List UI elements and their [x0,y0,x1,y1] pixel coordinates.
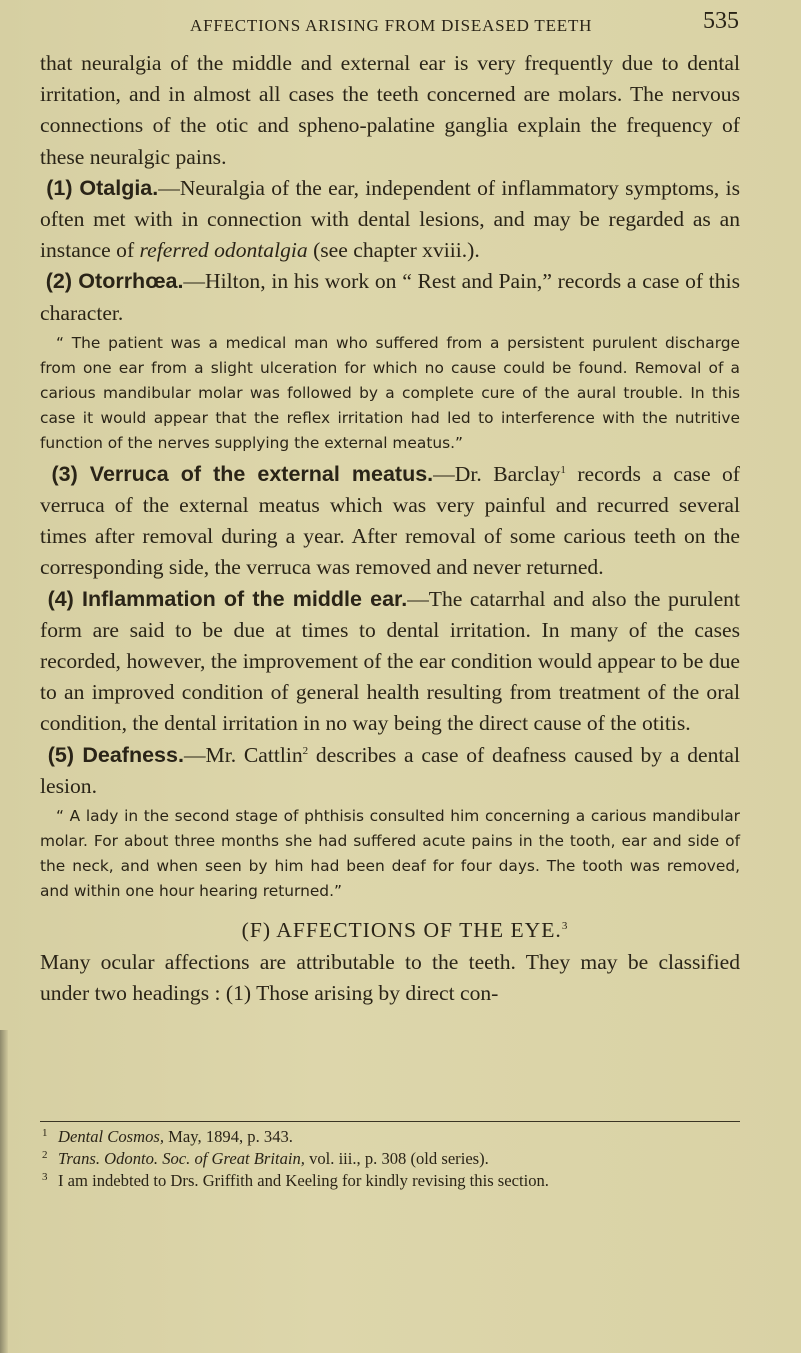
otorrhoea-heading: (2) Otorrhœa. [45,269,184,294]
inflammation-heading: (4) Inflammation of the middle ear. [47,586,408,611]
inflammation-paragraph [40,584,740,740]
running-head: AFFECTIONS ARISING FROM DISEASED TEETH [190,16,593,35]
footnote-3 [40,1170,760,1192]
footnote-text: I am indebted to Drs. Griffith and Keeling for kindly revising this section. [58,1171,549,1190]
deafness-text-end: describes a case of deafness caused by a dental lesion. [40,742,740,798]
otalgia-italic-term: referred odontalgia [139,238,308,263]
deafness-quote: “ A lady in the second stage of phthisis consulted him concerning a carious mandibular molar. For about three months she had suffered acute pains in the tooth, ear and side of the neck, and when seen by him had been deaf for four days. The tooth was removed, and within one hour hearing returned.” [40,807,740,901]
verruca-text-end: records a case of verruca of the external meatus which was very painful and recurred several times after removal during a year. After removal of some carious teeth on the corresponding side, the verruca was removed and never returned. [40,461,740,580]
footnote-mark: 3 [42,1171,48,1183]
footnote-text: vol. iii., p. 308 (old series). [304,1149,489,1168]
otorrhoea-text: —Hilton, in his work on “ Rest and Pain,” records a case of this character. [40,269,741,325]
otalgia-text-end: (see chapter xviii.). [307,238,480,263]
intro-paragraph: that neuralgia of the middle and external ear is very frequently due to dental irritation, and in almost all cases the teeth concerned are molars. The nervous connections of the otic and spheno-palatine ganglia explain the frequency of these neuralgic pains. [40,51,740,169]
otorrhoea-quote: “ The patient was a medical man who suffered from a persistent purulent discharge from one ear from a slight ulceration for which no cause could be found. Removal of a carious mandibular molar was followed by a complete cure of the aural trouble. In this case it would appear that the reflex irritation had led to interference with the nutritive function of the nerves supplying the external meatus.” [40,333,740,452]
footnote-source: Trans. Odonto. Soc. of Great Britain, [58,1149,305,1168]
footnote-ref-2: 2 [302,744,309,757]
page-number: 535 [703,8,739,34]
otalgia-text: —Neuralgia of the ear, independent of inflammatory symptoms, is often met with in connection with dental lesions, and may be regarded as an instance of [40,175,740,263]
section-heading-text: (F) AFFECTIONS OF THE EYE. [241,918,562,943]
page-body [40,48,740,1009]
footnote-1 [40,1126,760,1148]
otorrhoea-paragraph [40,266,740,328]
eye-paragraph: Many ocular affections are attributable to the teeth. They may be classified under two headings : (1) Those arising by direct con- [40,950,740,1006]
otalgia-heading: (1) Otalgia. [46,175,159,200]
otalgia-paragraph [40,173,740,267]
footnote-ref-1: 1 [560,463,566,476]
page-header [0,8,801,36]
footnote-source: Dental Cosmos, [58,1127,165,1146]
deafness-heading: (5) Deafness. [47,742,184,767]
inflammation-text: —The catarrhal and also the purulent form are said to be due at times to dental irritation. In many of the cases recorded, however, the improvement of the ear condition would appear to be due to an improved condition of general health resulting from treatment of the oral condition, the dental irritation in no way being the direct cause of the otitis. [40,586,740,736]
footnote-mark: 2 [42,1149,48,1161]
verruca-text: —Dr. Barclay [433,461,561,486]
footnote-2 [40,1148,760,1170]
footnote-ref-3: 3 [561,919,569,932]
deafness-text: —Mr. Cattlin [183,742,303,767]
footnote-mark: 1 [42,1127,48,1139]
verruca-heading: (3) Verruca of the external meatus. [51,461,434,486]
section-heading-eye [40,918,740,943]
deafness-paragraph [40,740,740,802]
footnotes [40,1126,760,1192]
footnote-text: May, 1894, p. 343. [164,1127,293,1146]
verruca-paragraph [40,459,740,584]
page-edge-shadow [0,1030,8,1353]
footnote-divider [40,1121,740,1122]
